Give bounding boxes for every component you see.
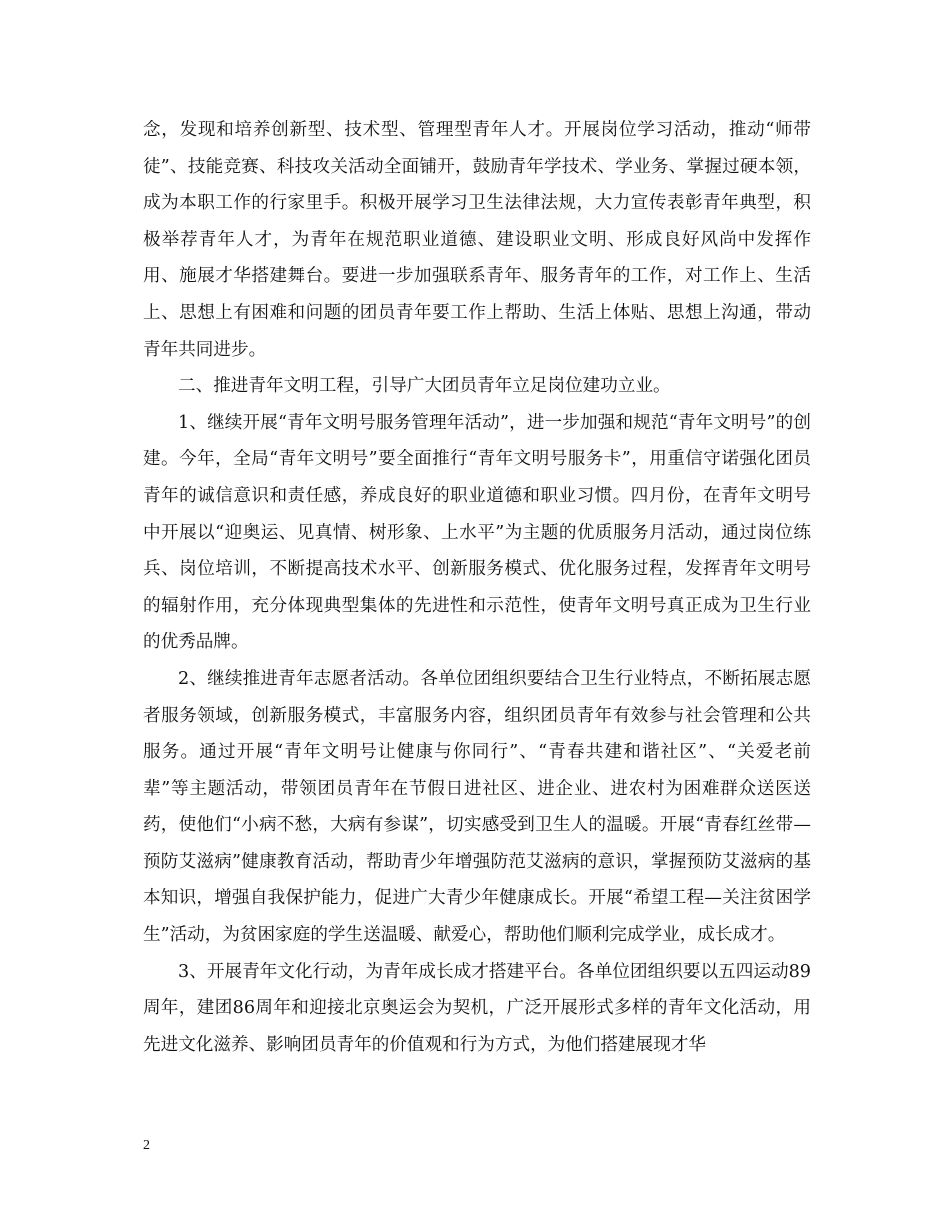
paragraph-item-1: 1、继续开展“青年文明号服务管理年活动”，进一步加强和规范“青年文明号”的创建。今年，全局“青年文明号”要全面推行“青年文明号服务卡”，用重信守诺强化团员青年的诚信意识和责任感，养成良好的职业道德和职业习惯。四月份，在青年文明号中开展以“迎奥运、见真情、树形象、上水平”为主题的优质服务月活动，通过岗位练兵、岗位培训，不断提高技术水平、创新服务模式、优化服务过程，发挥青年文明号的辐射作用，充分体现典型集体的先进性和示范性，使青年文明号真正成为卫生行业的优秀品牌。 (143, 412, 811, 653)
paragraph-item-2: 2、继续推进青年志愿者活动。各单位团组织要结合卫生行业特点，不断拓展志愿者服务领域，创新服务模式，丰富服务内容，组织团员青年有效参与社会管理和公共服务。通过开展“青年文明号让健康与你同行”、“青春共建和谐社区”、“关爱老前辈”等主题活动，带领团员青年在节假日进社区、进企业、进农村为困难群众送医送药，使他们“小病不愁，大病有参谋”，切实感受到卫生人的温暖。开展“青春红丝带—预防艾滋病”健康教育活动，帮助青少年增强防范艾滋病的意识，掌握预防艾滋病的基本知识，增强自我保护能力，促进广大青少年健康成长。开展“希望工程—关注贫困学生”活动，为贫困家庭的学生送温暖、献爱心，帮助他们顺利完成学业，成长成才。 (143, 668, 811, 946)
paragraph-item-3: 3、开展青年文化行动，为青年成长成才搭建平台。各单位团组织要以五四运动89周年，建团86周年和迎接北京奥运会为契机，广泛开展形式多样的青年文化活动，用先进文化滋养、影响团员青年的价值观和行为方式，为他们搭建展现才华 (143, 961, 811, 1055)
page-number: 2 (143, 1138, 150, 1153)
section-heading-2: 二、推进青年文明工程，引导广大团员青年立足岗位建功立业。 (178, 376, 671, 397)
document-body (143, 112, 811, 1063)
paragraph-continuation: 念，发现和培养创新型、技术型、管理型青年人才。开展岗位学习活动，推动“师带徒”、技能竞赛、科技攻关活动全面铺开，鼓励青年学技术、学业务、掌握过硬本领，成为本职工作的行家里手。积极开展学习卫生法律法规，大力宣传表彰青年典型，积极举荐青年人才，为青年在规范职业道德、建设职业文明、形成良好风尚中发挥作用、施展才华搭建舞台。要进一步加强联系青年、服务青年的工作，对工作上、生活上、思想上有困难和问题的团员青年要工作上帮助、生活上体贴、思想上沟通，带动青年共同进步。 (143, 120, 811, 360)
